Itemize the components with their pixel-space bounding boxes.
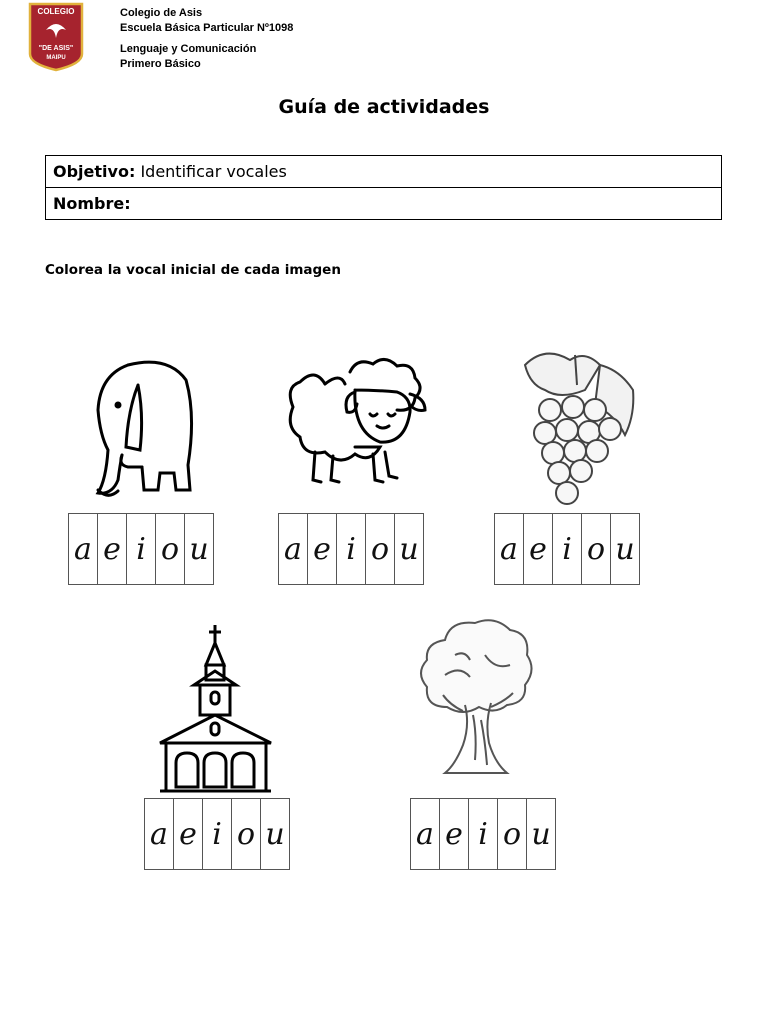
vowel-cell[interactable]: i [553, 514, 582, 584]
vowel-cell[interactable]: i [469, 799, 498, 869]
school-type: Escuela Básica Particular Nº1098 [120, 22, 294, 34]
vowel-cell[interactable]: e [98, 514, 127, 584]
school-info [120, 6, 293, 72]
vowel-cell[interactable]: o [232, 799, 261, 869]
vowel-cell[interactable]: o [582, 514, 611, 584]
vowel-strip-tree [410, 798, 556, 870]
vowel-cell[interactable]: o [156, 514, 185, 584]
logo-bottom-text: MAIPU [46, 55, 66, 61]
vowel-cell[interactable]: i [203, 799, 232, 869]
vowel-cell[interactable]: e [440, 799, 469, 869]
school-logo [28, 2, 84, 72]
instruction: Colorea la vocal inicial de cada imagen [45, 262, 341, 278]
logo-middle-text: "DE ASIS" [38, 45, 74, 52]
school-name: Colegio de Asis [120, 7, 203, 19]
vowel-cell[interactable]: u [265, 816, 285, 852]
vowel-cell[interactable]: i [127, 514, 156, 584]
vowel-cell[interactable]: i [337, 514, 366, 584]
vowel-cell[interactable]: e [524, 514, 553, 584]
vowel-cell[interactable]: a [495, 514, 524, 584]
vowel-cell[interactable]: a [145, 799, 174, 869]
vowel-cell[interactable]: u [531, 816, 551, 852]
vowel-cell[interactable]: u [189, 531, 209, 567]
church-icon [158, 625, 273, 795]
vowel-cell[interactable]: e [174, 799, 203, 869]
sheep-icon [285, 352, 435, 492]
vowel-cell[interactable]: a [69, 514, 98, 584]
info-table [45, 155, 722, 220]
vowel-cell[interactable]: o [366, 514, 395, 584]
logo-top-text: COLEGIO [37, 7, 75, 16]
vowel-strip-church [144, 798, 290, 870]
tree-icon [415, 615, 535, 785]
vowel-cell[interactable]: o [498, 799, 527, 869]
vowel-cell[interactable]: a [279, 514, 308, 584]
name-label: Nombre: [53, 194, 131, 213]
vowel-strip-elephant [68, 513, 214, 585]
vowel-cell[interactable]: a [411, 799, 440, 869]
objective-label: Objetivo: [53, 162, 136, 181]
subject: Lenguaje y Comunicación [120, 43, 257, 55]
vowel-cell[interactable]: e [308, 514, 337, 584]
page-title: Guía de actividades [278, 96, 490, 118]
vowel-strip-grapes [494, 513, 640, 585]
grapes-icon [515, 345, 640, 510]
vowel-cell[interactable]: u [399, 531, 419, 567]
name-row[interactable] [46, 188, 722, 220]
objective-row [46, 156, 722, 188]
elephant-icon [78, 355, 198, 500]
vowel-strip-sheep [278, 513, 424, 585]
vowel-cell[interactable]: u [615, 531, 635, 567]
grade: Primero Básico [120, 58, 201, 70]
objective-value: Identificar vocales [140, 162, 287, 181]
